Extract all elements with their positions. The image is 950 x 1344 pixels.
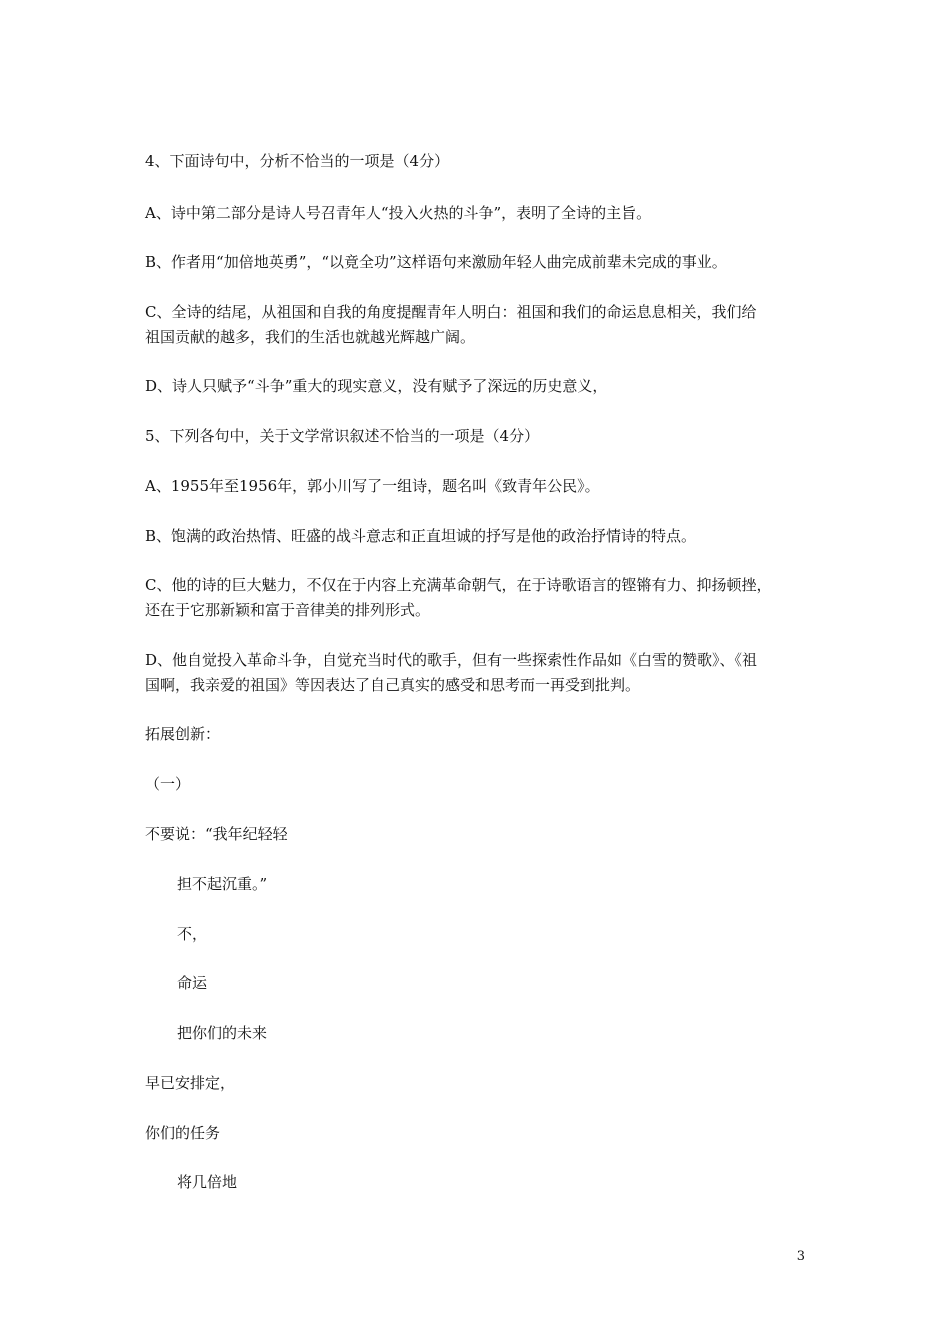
poem-line: 担不起沉重。” (177, 875, 268, 893)
question-5-option-d-line-1: D、他自觉投入革命斗争，自觉充当时代的歌手，但有一些探索性作品如《白雪的赞歌》、《祖 (145, 651, 758, 669)
poem-line: 早已安排定， (145, 1074, 236, 1092)
question-4-stem: 4、下面诗句中，分析不恰当的一项是（4分） (145, 152, 450, 170)
question-5-option-b: B、饱满的政治热情、旺盛的战斗意志和正直坦诚的抒写是他的政治抒情诗的特点。 (145, 527, 697, 545)
question-4-option-c-line-2: 祖国贡献的越多，我们的生活也就越光辉越广阔。 (145, 328, 476, 346)
question-4-option-a: A、诗中第二部分是诗人号召青年人“投入火热的斗争”，表明了全诗的主旨。 (145, 204, 652, 222)
question-5-option-c-line-1: C、他的诗的巨大魅力，不仅在于内容上充满革命朝气，在于诗歌语言的铿锵有力、抑扬顿挫， (145, 576, 772, 594)
question-5-stem: 5、下列各句中，关于文学常识叙述不恰当的一项是（4分） (145, 427, 540, 445)
question-4-option-c-line-1: C、全诗的结尾，从祖国和自我的角度提醒青年人明白：祖国和我们的命运息息相关，我们给 (145, 303, 757, 321)
poem-line: 不要说：“我年纪轻轻 (145, 825, 288, 843)
page-number: 3 (796, 1249, 805, 1264)
section-part-label: （一） (145, 775, 191, 793)
poem-line: 将几倍地 (177, 1173, 238, 1191)
poem-line: 把你们的未来 (177, 1024, 268, 1042)
question-5-option-a: A、1955年至1956年，郭小川写了一组诗，题名叫《致青年公民》。 (145, 477, 600, 495)
question-5-option-d-line-2: 国啊，我亲爱的祖国》等因表达了自己真实的感受和思考而一再受到批判。 (145, 676, 641, 694)
question-5-option-c-line-2: 还在于它那新颖和富于音律美的排列形式。 (145, 601, 431, 619)
poem-line: 不， (177, 925, 208, 943)
question-4-option-d: D、诗人只赋予“斗争”重大的现实意义，没有赋予了深远的历史意义， (145, 377, 608, 395)
poem-line: 命运 (177, 974, 208, 992)
poem-line: 你们的任务 (145, 1124, 221, 1142)
section-heading: 拓展创新： (145, 725, 221, 743)
question-4-option-b: B、作者用“加倍地英勇”，“以竟全功”这样语句来激励年轻人曲完成前辈未完成的事业。 (145, 253, 727, 271)
